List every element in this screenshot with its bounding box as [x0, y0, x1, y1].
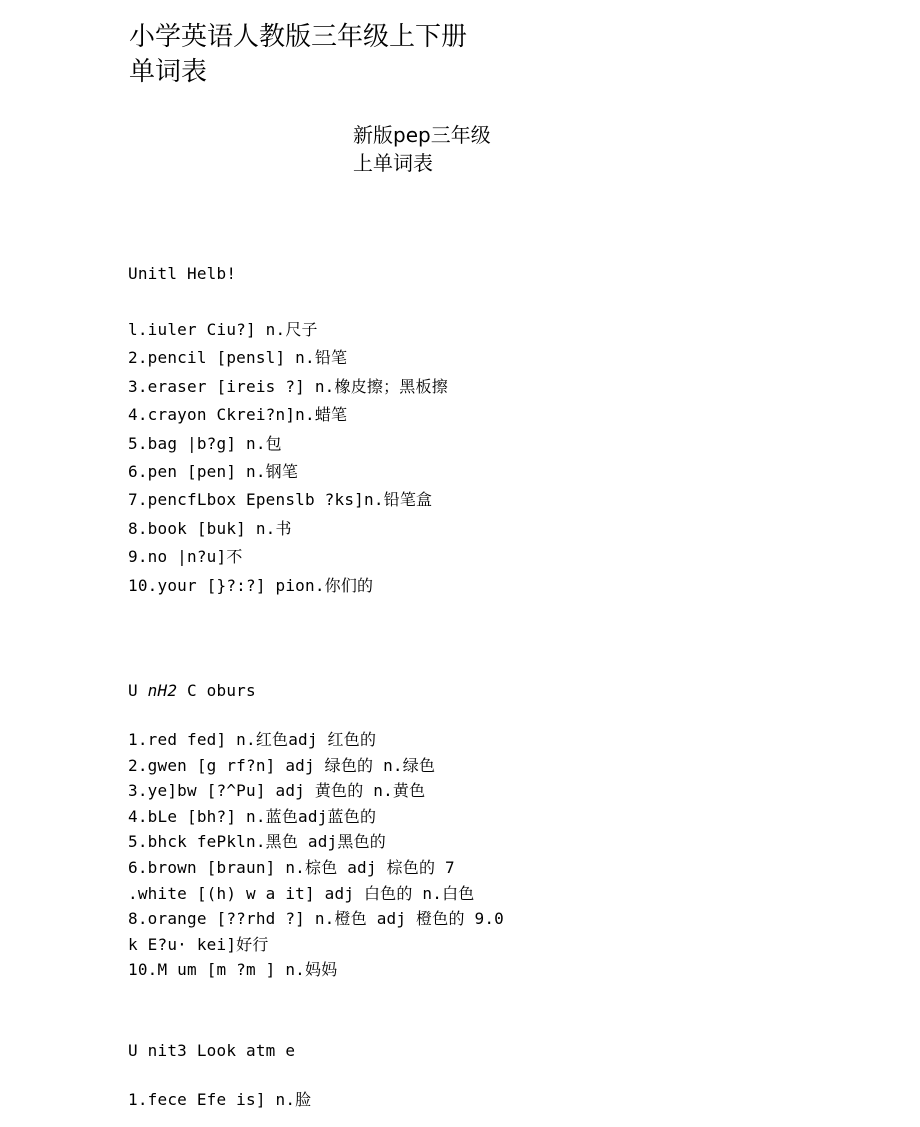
unit-3-word-list	[128, 1090, 311, 1118]
word-entry: 2.gwen [g rf?n] adj 绿色的 n.绿色	[128, 755, 436, 775]
word-entry: 4.bLe [bh?] n.蓝色adj蓝色的	[128, 806, 377, 826]
word-entry: 8.book [buk] n.书	[128, 518, 292, 538]
word-entry: 2.pencil [pensl] n.铅笔	[128, 348, 348, 368]
unit-2-word-list	[128, 730, 504, 986]
word-entry: 5.bhck fePkln.黑色 adj黑色的	[128, 832, 386, 852]
word-entry: 5.bag |b?g] n.包	[128, 433, 282, 453]
word-entry: 7.pencfLbox Epenslb ?ks]n.铅笔盒	[128, 490, 433, 510]
document-title-line-1: 小学英语人教版三年级上下册	[129, 22, 468, 52]
document-subtitle-line-1: 新版pep三年级	[353, 123, 491, 147]
unit-2-heading-suffix: C oburs	[177, 681, 256, 700]
word-entry: 4.crayon Ckrei?n]n.蜡笔	[128, 405, 348, 425]
unit-2-heading-italic: nH2	[147, 681, 178, 700]
word-entry: 3.eraser [ireis ?] n.橡皮擦；黑板擦	[128, 376, 448, 396]
word-entry: 6.pen [pen] n.钢笔	[128, 461, 299, 481]
word-entry: 10.M um [m ?m ] n.妈妈	[128, 960, 338, 980]
word-entry: 1.red fed] n.红色adj 红色的	[128, 730, 377, 749]
word-entry: l.iuler Ciu?] n.尺子	[128, 320, 318, 339]
word-entry: 6.brown [braun] n.棕色 adj 棕色的 7	[128, 857, 455, 877]
document-title	[129, 20, 509, 90]
word-entry: .white [(h) w a it] adj 白色的 n.白色	[128, 883, 475, 903]
document-subtitle-line-2: 上单词表	[353, 151, 433, 175]
word-entry: 10.your [}?:?] pion.你们的	[128, 575, 374, 595]
unit-3-heading: U nit3 Look atm e	[128, 1041, 296, 1060]
word-entry: 3.ye]bw [?^Pu] adj 黄色的 n.黄色	[128, 781, 426, 801]
unit-2-heading-prefix: U	[128, 681, 148, 700]
word-entry: k E?u· kei]好行	[128, 934, 269, 954]
unit-1-word-list	[128, 320, 448, 604]
document-subtitle	[353, 121, 491, 177]
word-entry: 1.fece Efe is] n.脸	[128, 1090, 312, 1109]
word-entry: 9.no |n?u]不	[128, 547, 243, 567]
unit-2-heading	[128, 681, 256, 700]
unit-1-heading: Unitl Helb!	[128, 264, 237, 283]
word-entry: 8.orange [??rhd ?] n.橙色 adj 橙色的 9.0	[128, 909, 504, 929]
document-title-line-2: 单词表	[129, 57, 208, 87]
